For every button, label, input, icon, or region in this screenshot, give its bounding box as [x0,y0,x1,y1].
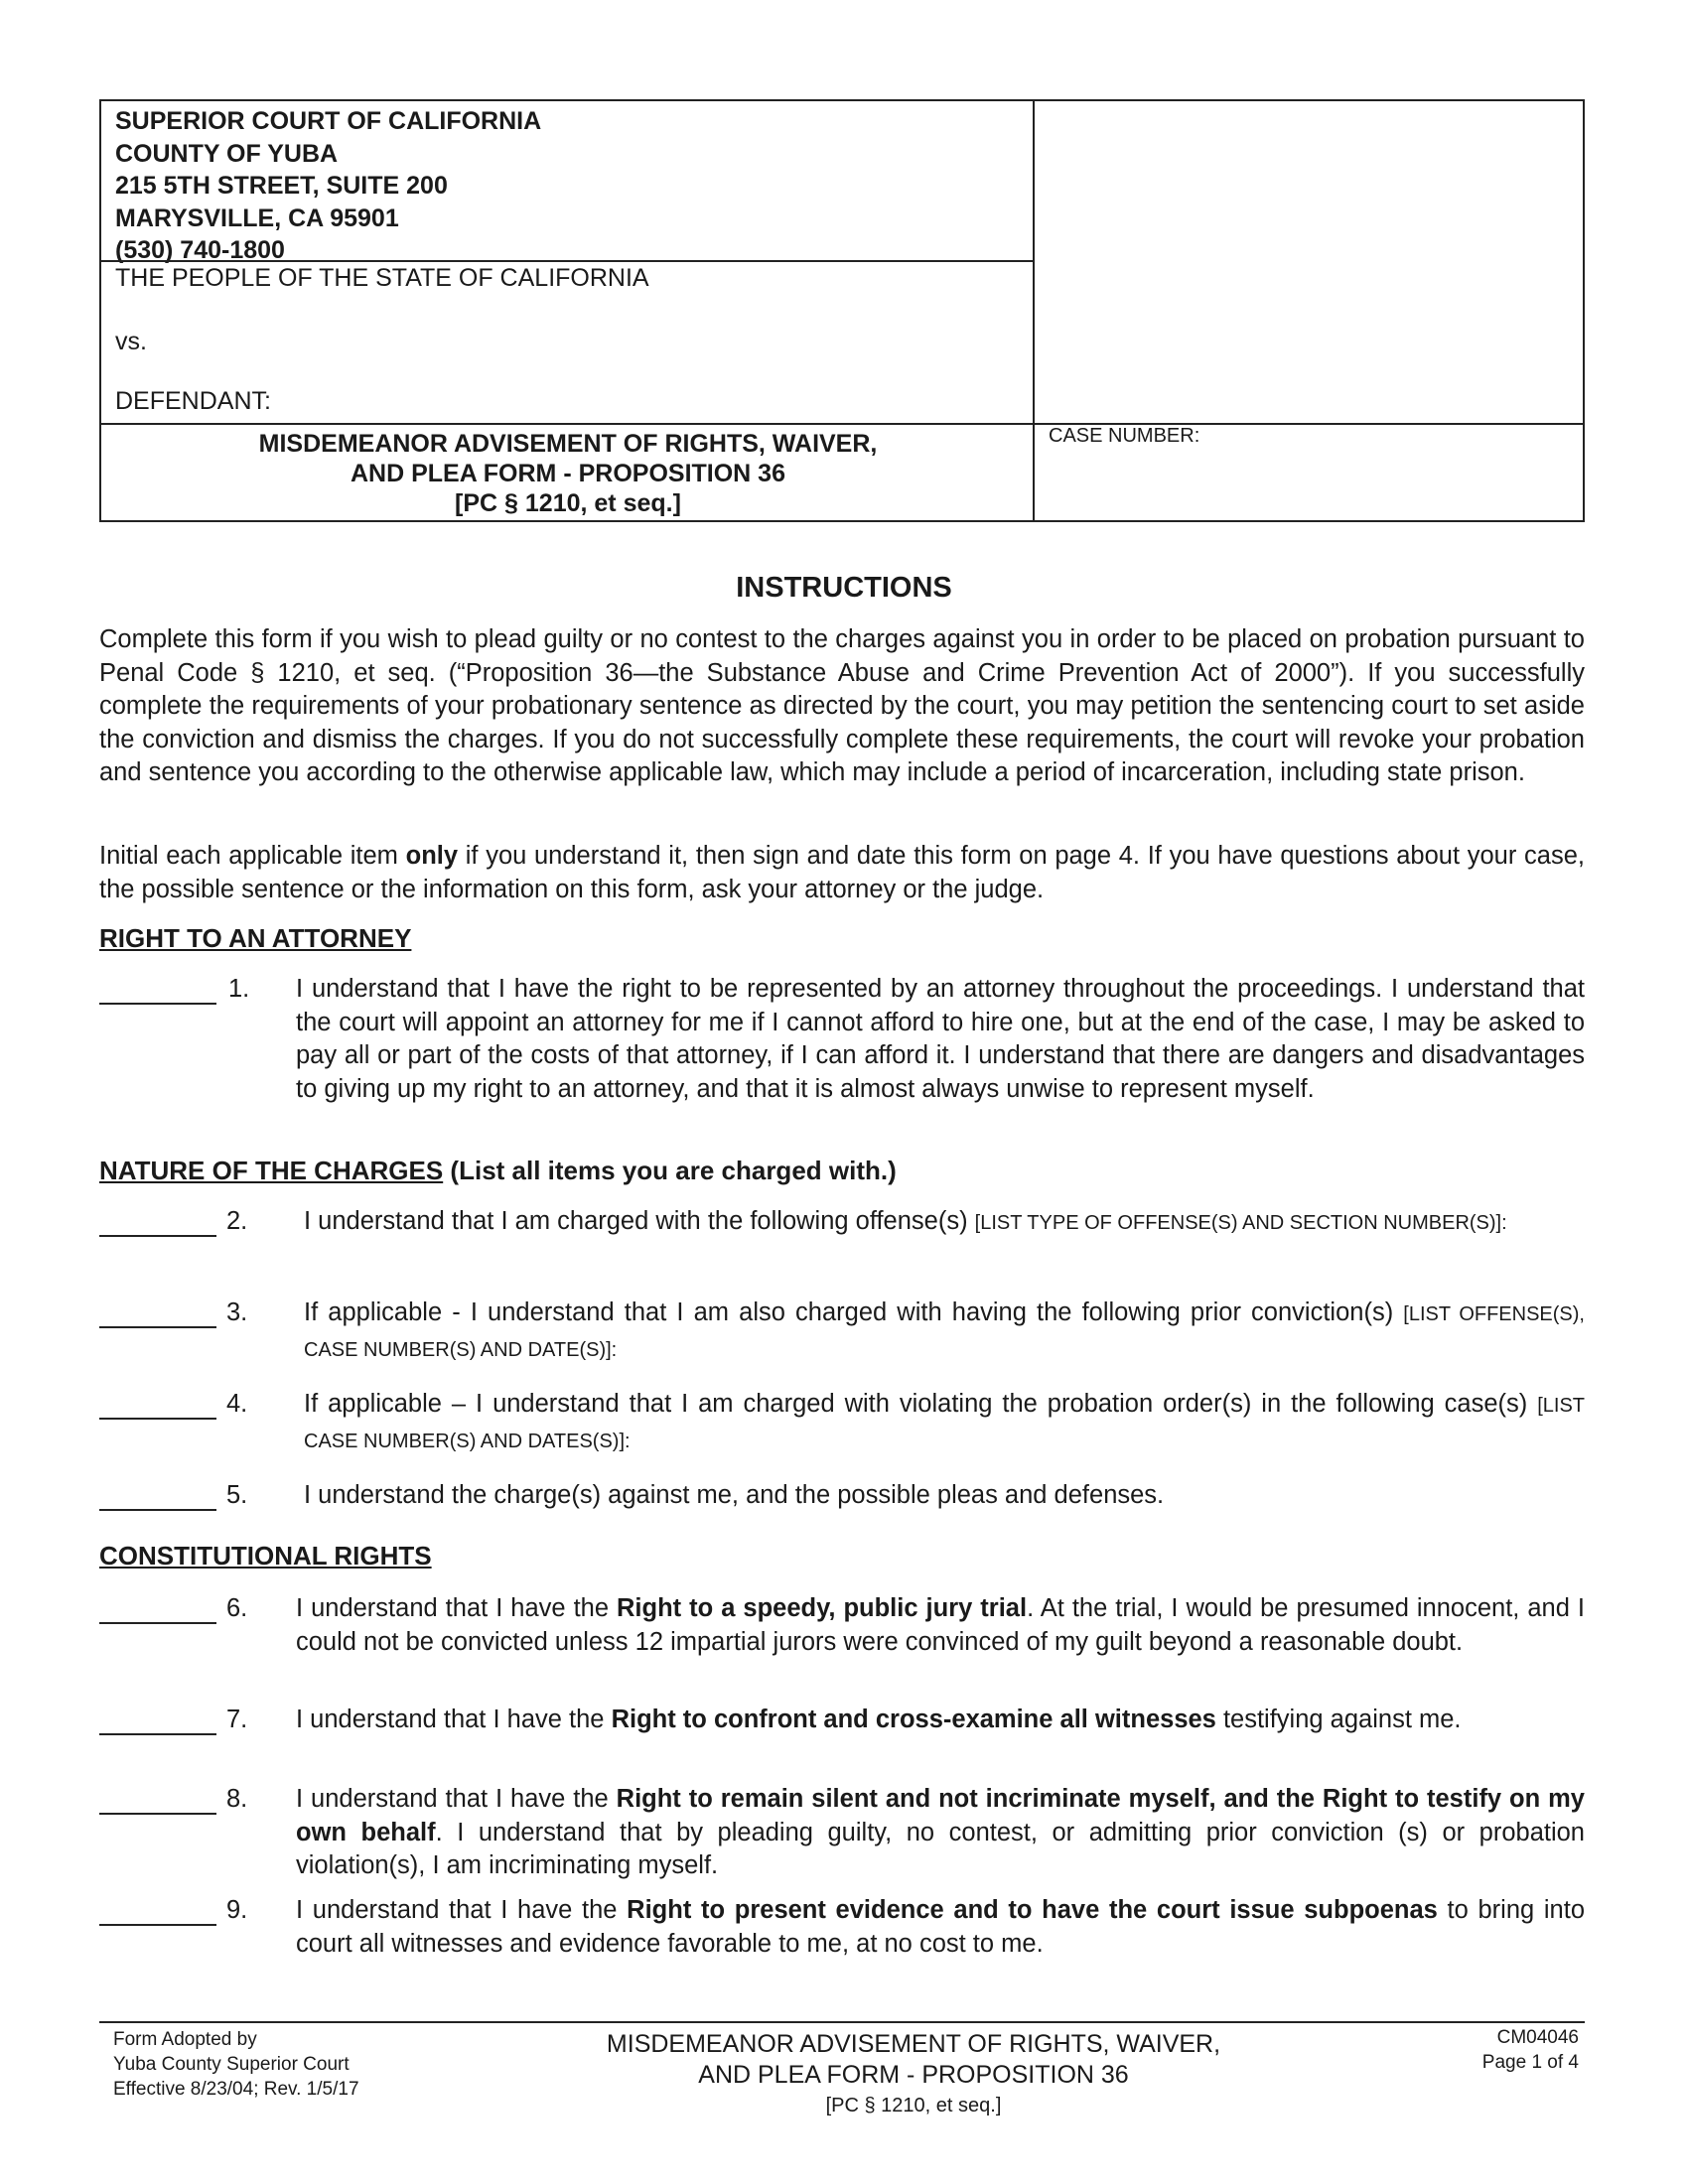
text-run: If applicable – I understand that I am charged with violating the probation order(s) in the following case(s) [304,1390,1538,1418]
page-number: Page 1 of 4 [1481,2052,1579,2073]
street-address: 215 5TH STREET, SUITE 200 [115,172,448,200]
text-run: I understand that I am charged with the following offense(s) [304,1207,975,1235]
plaintiff-name: THE PEOPLE OF THE STATE OF CALIFORNIA [115,264,649,292]
section-title: NATURE OF THE CHARGES [99,1156,444,1185]
city-state-zip: MARYSVILLE, CA 95901 [115,204,399,232]
text-run: If applicable - I understand that I am also charged with having the following prior conviction(s) [304,1298,1404,1326]
item-number: 7. [226,1706,248,1733]
caption-left-column [101,101,1035,520]
form-title-line: MISDEMEANOR ADVISEMENT OF RIGHTS, WAIVER, [258,430,878,458]
footer-title-line: [PC § 1210, et seq.] [825,2095,1002,2116]
emphasis-text: only [405,842,459,870]
text-run: testifying against me. [1215,1706,1462,1733]
instructions-heading: INSTRUCTIONS [736,572,952,604]
text-run: to bring into court all witnesses and evidence favorable to me, at no cost to me. [296,1896,1585,1958]
text-run: I understand that I have the [296,1594,618,1622]
item-number: 1. [228,975,250,1003]
right-name: Right to present evidence and to have the court issue subpoenas [627,1896,1438,1924]
item-text: I understand that I have the right to be represented by an attorney throughout the proceedings. I understand that the court will appoint an attorney for me if I cannot afford to hire one, but at the end of the case, I may be asked to pay all or part of the costs of that attorney, if I can afford it. I understand that there are dangers and disadvantages to giving up my right to an attorney, and that it is almost always unwise to represent myself. [296,975,1585,1103]
form-title-line: AND PLEA FORM - PROPOSITION 36 [350,460,785,487]
item-number: 2. [226,1207,248,1235]
text-run: I understand that I have the [296,1785,617,1813]
footer-line: Form Adopted by [113,2029,257,2050]
versus-label: vs. [115,328,147,355]
initials-line[interactable] [99,1479,216,1511]
initials-line[interactable] [99,1704,216,1735]
item-number: 5. [226,1481,248,1509]
right-name: Right to a speedy, public jury trial [617,1594,1028,1622]
item-number: 3. [226,1298,248,1326]
instruction-note: [LIST CASE NUMBER(S) AND DATES(S)]: [304,1395,1585,1452]
divider [101,423,1033,425]
text-run: . At the trial, I would be presumed innocent, and I could not be convicted unless 12 impartial jurors were convinced of my guilt beyond a reasonable doubt. [296,1594,1585,1656]
county-name: COUNTY OF YUBA [115,139,339,168]
form-title-line: [PC § 1210, et seq.] [455,489,681,517]
defendant-label: DEFENDANT: [115,387,271,415]
item-text [304,1388,1585,1458]
footer-line: Effective 8/23/04; Rev. 1/5/17 [113,2079,359,2100]
right-name: Right to remain silent and not incriminate myself, and the Right to testify on my own behalf [296,1785,1585,1846]
footer-title-line: AND PLEA FORM - PROPOSITION 36 [698,2061,1129,2089]
item-text [296,1704,1585,1737]
initials-line[interactable] [99,1388,216,1420]
footer-adoption-info [113,2027,359,2102]
initials-line[interactable] [99,973,216,1005]
item-number: 4. [226,1390,248,1418]
section-heading-charges [99,1156,897,1186]
section-note: (List all items you are charged with.) [443,1156,897,1185]
text-run: I understand that I have the [296,1896,628,1924]
item-number: 6. [226,1594,248,1622]
item-text [304,1205,1585,1241]
court-address-block [115,105,541,267]
item-text [296,1783,1585,1883]
text-run: . I understand that by pleading guilty, no contest, or admitting prior conviction (s) or probation violation(s), I am incriminating myself. [296,1818,1585,1879]
item-number: 9. [226,1896,248,1924]
section-heading-attorney [99,923,411,954]
caption-box [99,99,1585,522]
initials-line[interactable] [99,1592,216,1624]
text-run: Initial each applicable item [99,842,406,870]
initial-instructions-paragraph [99,840,1585,906]
initials-line[interactable] [99,1297,216,1328]
text-run: if you understand it, then sign and date this form on page 4. If you have questions about your case, the possible sentence or the information on this form, ask your attorney or the judge. [99,842,1585,903]
initials-line[interactable] [99,1205,216,1237]
footer-line: Yuba County Superior Court [113,2054,350,2075]
item-number: 8. [226,1785,248,1813]
initials-line[interactable] [99,1894,216,1926]
footer-title-line: MISDEMEANOR ADVISEMENT OF RIGHTS, WAIVER, [606,2030,1221,2058]
item-text: I understand the charge(s) against me, and the possible pleas and defenses. [304,1481,1165,1509]
instructions-paragraph: Complete this form if you wish to plead guilty or no contest to the charges against you in order to be placed on probation pursuant to Penal Code § 1210, et seq. (“Proposition 36—the Substance Abuse and Crime Prevention Act of 2000”). If you successfully complete the requirements of your probationary sentence as directed by the court, you may petition the sentencing court to set aside the conviction and dismiss the charges. If you do not successfully complete these requirements, the court will revoke your probation and sentence you according to the otherwise applicable law, which may include a period of incarceration, including state prison. [99,625,1585,786]
item-text [296,1894,1585,1961]
instruction-note: [LIST OFFENSE(S), CASE NUMBER(S) AND DATE(S)]: [304,1303,1585,1361]
instruction-note: [LIST TYPE OF OFFENSE(S) AND SECTION NUMBER(S)]: [974,1212,1507,1234]
section-title: RIGHT TO AN ATTORNEY [99,923,412,953]
divider [101,260,1033,262]
section-title: CONSTITUTIONAL RIGHTS [99,1541,432,1570]
court-phone: (530) 740-1800 [115,236,285,264]
text-run: I understand that I have the [296,1706,612,1733]
footer-form-number [1430,2025,1579,2075]
case-number-label: CASE NUMBER: [1049,425,1200,447]
court-name: SUPERIOR COURT OF CALIFORNIA [115,107,542,135]
section-heading-constitutional [99,1541,432,1571]
form-title [101,429,1035,518]
form-number: CM04046 [1496,2027,1579,2048]
footer-form-title [516,2029,1311,2121]
item-text [304,1297,1585,1367]
item-text [296,1592,1585,1659]
initials-line[interactable] [99,1783,216,1815]
right-name: Right to confront and cross-examine all witnesses [611,1706,1216,1733]
footer-divider [99,2021,1585,2023]
